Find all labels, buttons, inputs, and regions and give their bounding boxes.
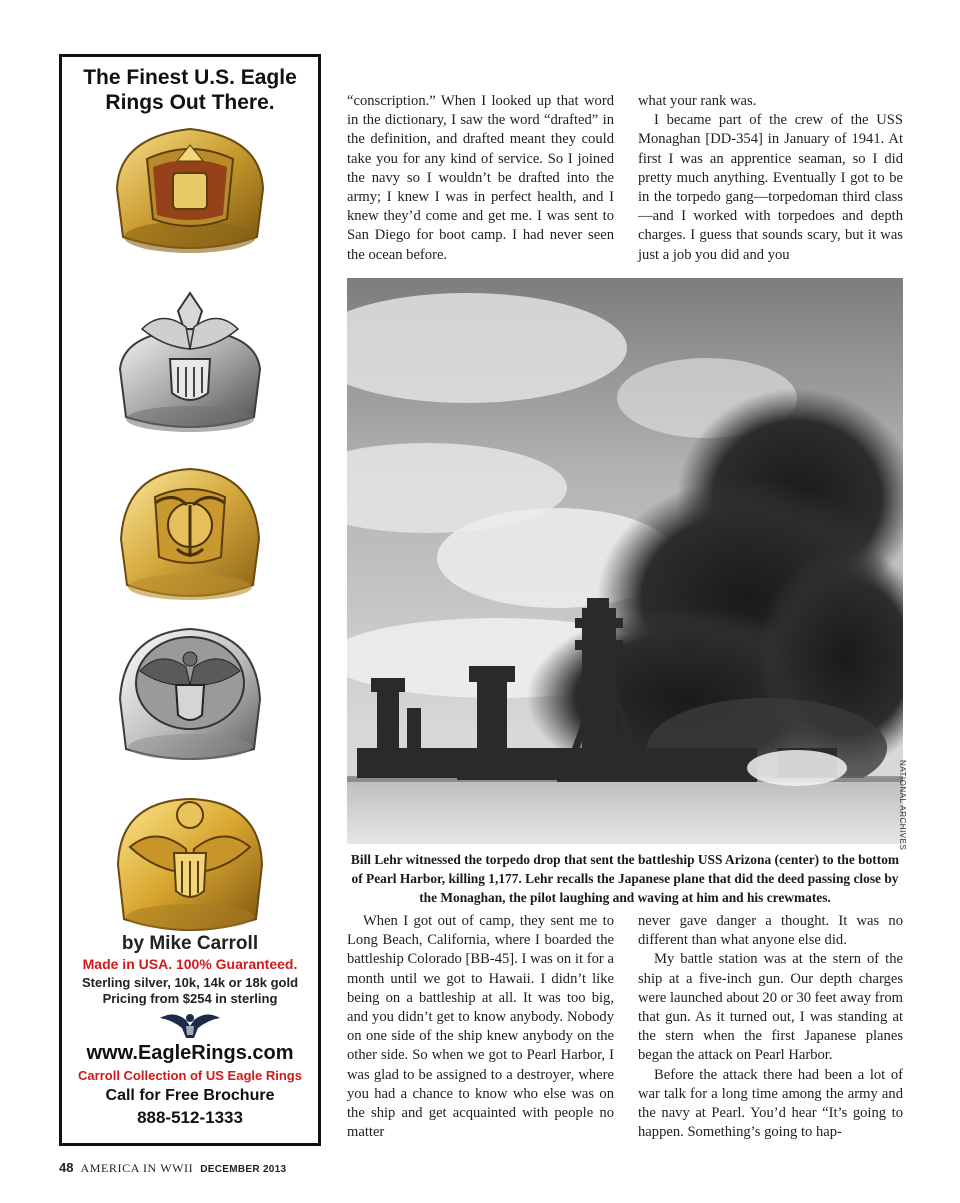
magazine-name: AMERICA IN WWII (80, 1161, 194, 1175)
article-paragraph: When I got out of camp, they sent me to Long Beach, California, where I boarded the battleship Colorado [BB-45]. I was on it for a month until we got to Hawaii. I didn’t like being on a battleship at all. It was too big, and you didn’t get to know anybody. Nobody on one side of the ship knew anybody on the other side. So when we got to Pearl Harbor, I was glad to be assigned to a destroyer, where you had a chance to know who else was on the ship and get acquainted with people no matter (347, 913, 614, 1141)
eagle-logo-icon (158, 1008, 222, 1040)
great-seal-ring-icon (112, 795, 268, 941)
pearl-harbor-photo (347, 278, 903, 844)
ad-guarantee: Made in USA. 100% Guaranteed. (82, 956, 298, 972)
article-column-top-right (638, 92, 903, 265)
issue-date: DECEMBER 2013 (200, 1164, 287, 1175)
marine-corps-ring-icon (115, 461, 265, 607)
article-column-bottom-left (347, 912, 614, 1142)
article-paragraph: I became part of the crew of the USS Monaghan [DD-354] in January of 1941. At first I was an apprentice seaman, so I did pretty much anything. Eventually I got to be in the torpedo gang—torpedoman third class—and I worked with torpedoes and depth charges. I guess that sounds scary, but it was just a job you did and you (638, 112, 903, 263)
navy-eagle-ring-icon (112, 289, 268, 437)
photo-caption: Bill Lehr witnessed the torpedo drop that sent the battleship USS Arizona (center) to the bottom of Pearl Harbor, killing 1,177. Lehr recalls the Japanese plane that did the deed passing close by the Monaghan, the pilot laughing and waving at him and his crewmates. (350, 852, 900, 905)
page-number: 48 (59, 1160, 74, 1175)
article-paragraph: “conscription.” When I looked up that word in the dictionary, I saw the word “drafted” in the definition, and drafted meant they could take you for any kind of service. So I joined the navy so I wouldn’t be drafted into the army; I knew I was in perfect health, and I knew they’d come and get me. I was sent to San Diego for boot camp. I had never seen the ocean before. (347, 93, 614, 263)
ad-phone-number[interactable]: 888-512-1333 (137, 1108, 243, 1127)
article-paragraph: never gave danger a thought. It was no different than what anyone else did. (638, 913, 903, 949)
ad-call-to-action: Call for Free Brochure (105, 1087, 275, 1104)
coast-guard-eagle-ring-icon (116, 623, 264, 771)
ad-headline (62, 65, 318, 115)
article-paragraph: what your rank was. (638, 93, 757, 109)
ad-byline: by Mike Carroll (121, 933, 259, 954)
ad-website-link[interactable]: www.EagleRings.com (86, 1042, 294, 1064)
article-column-top-left (347, 92, 614, 265)
ad-collection: Carroll Collection of US Eagle Rings (78, 1068, 302, 1083)
ad-pricing: Pricing from $254 in sterling (102, 991, 278, 1006)
article-paragraph: Before the attack there had been a lot of war talk for a long time among the army and the navy at Pearl. You’d hear “It’s going to happen. Something’s going to hap- (638, 1066, 903, 1141)
photo-credit: NATIONAL ARCHIVES (898, 760, 907, 851)
article-paragraph: My battle station was at the stern of the ship at a five-inch gun. Our depth charges were launched about 20 or 30 feet away from that gun. As it turned out, I was standing at the stern when the first Japanese planes began the attack on Pearl Harbor. (638, 951, 904, 1064)
ad-headline-line1: The Finest U.S. Eagle (83, 66, 297, 89)
eagle-rings-advertisement (59, 54, 321, 1146)
ad-metals: Sterling silver, 10k, 14k or 18k gold (81, 975, 299, 990)
air-force-eagle-ring-icon (107, 119, 273, 259)
ad-headline-line2: Rings Out There. (105, 91, 275, 114)
page-folio (59, 1160, 286, 1176)
article-column-bottom-right (638, 912, 903, 1142)
